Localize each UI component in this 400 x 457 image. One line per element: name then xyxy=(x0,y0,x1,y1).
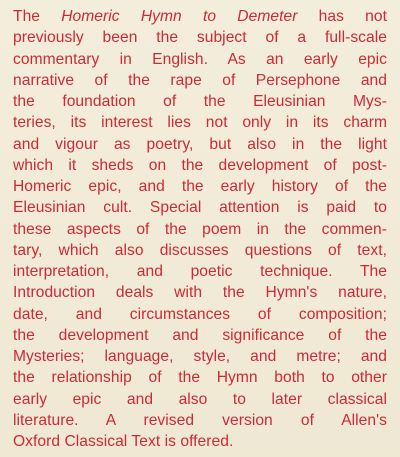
book-title: Homeric Hymn to Demeter xyxy=(61,8,298,25)
blurb-line: which it sheds on the development of post- xyxy=(13,156,387,174)
blurb-line: Mysteries; language, style, and metre; and xyxy=(13,348,387,365)
blurb-line: early epic and also to later classical xyxy=(13,390,387,408)
blurb-line: Introduction deals with the Hymn's nature, xyxy=(13,284,387,302)
blurb-line: previously been the subject of a full-scale xyxy=(13,29,387,47)
blurb-line: literature. A revised version of Allen's xyxy=(13,411,387,429)
blurb-line: the relationship of the Hymn both to other xyxy=(13,369,387,387)
blurb-line: narrative of the rape of Persephone and xyxy=(13,71,387,89)
blurb-line: commentary in English. As an early epic xyxy=(13,50,387,68)
blurb-line: Homeric epic, and the early history of the xyxy=(13,178,387,195)
blurb-line: interpretation, and poetic technique. The xyxy=(13,263,387,280)
blurb-line: the foundation of the Eleusinian Mys- xyxy=(13,93,387,110)
book-blurb xyxy=(13,6,387,452)
blurb-line: tary, which also discusses questions of text, xyxy=(13,241,387,259)
blurb-text: has not xyxy=(297,8,387,25)
blurb-line: and vigour as poetry, but also in the light xyxy=(13,135,387,153)
blurb-line: Oxford Classical Text is offered. xyxy=(13,433,234,450)
blurb-text: The xyxy=(13,8,62,25)
blurb-line: date, and circumstances of composition; xyxy=(13,305,387,323)
blurb-line: the development and significance of the xyxy=(13,326,387,344)
blurb-line xyxy=(13,6,387,27)
blurb-line: these aspects of the poem in the commen- xyxy=(13,220,387,238)
blurb-line: teries, its interest lies not only in its charm xyxy=(13,114,387,132)
blurb-line: Eleusinian cult. Special attention is paid to xyxy=(13,199,387,217)
